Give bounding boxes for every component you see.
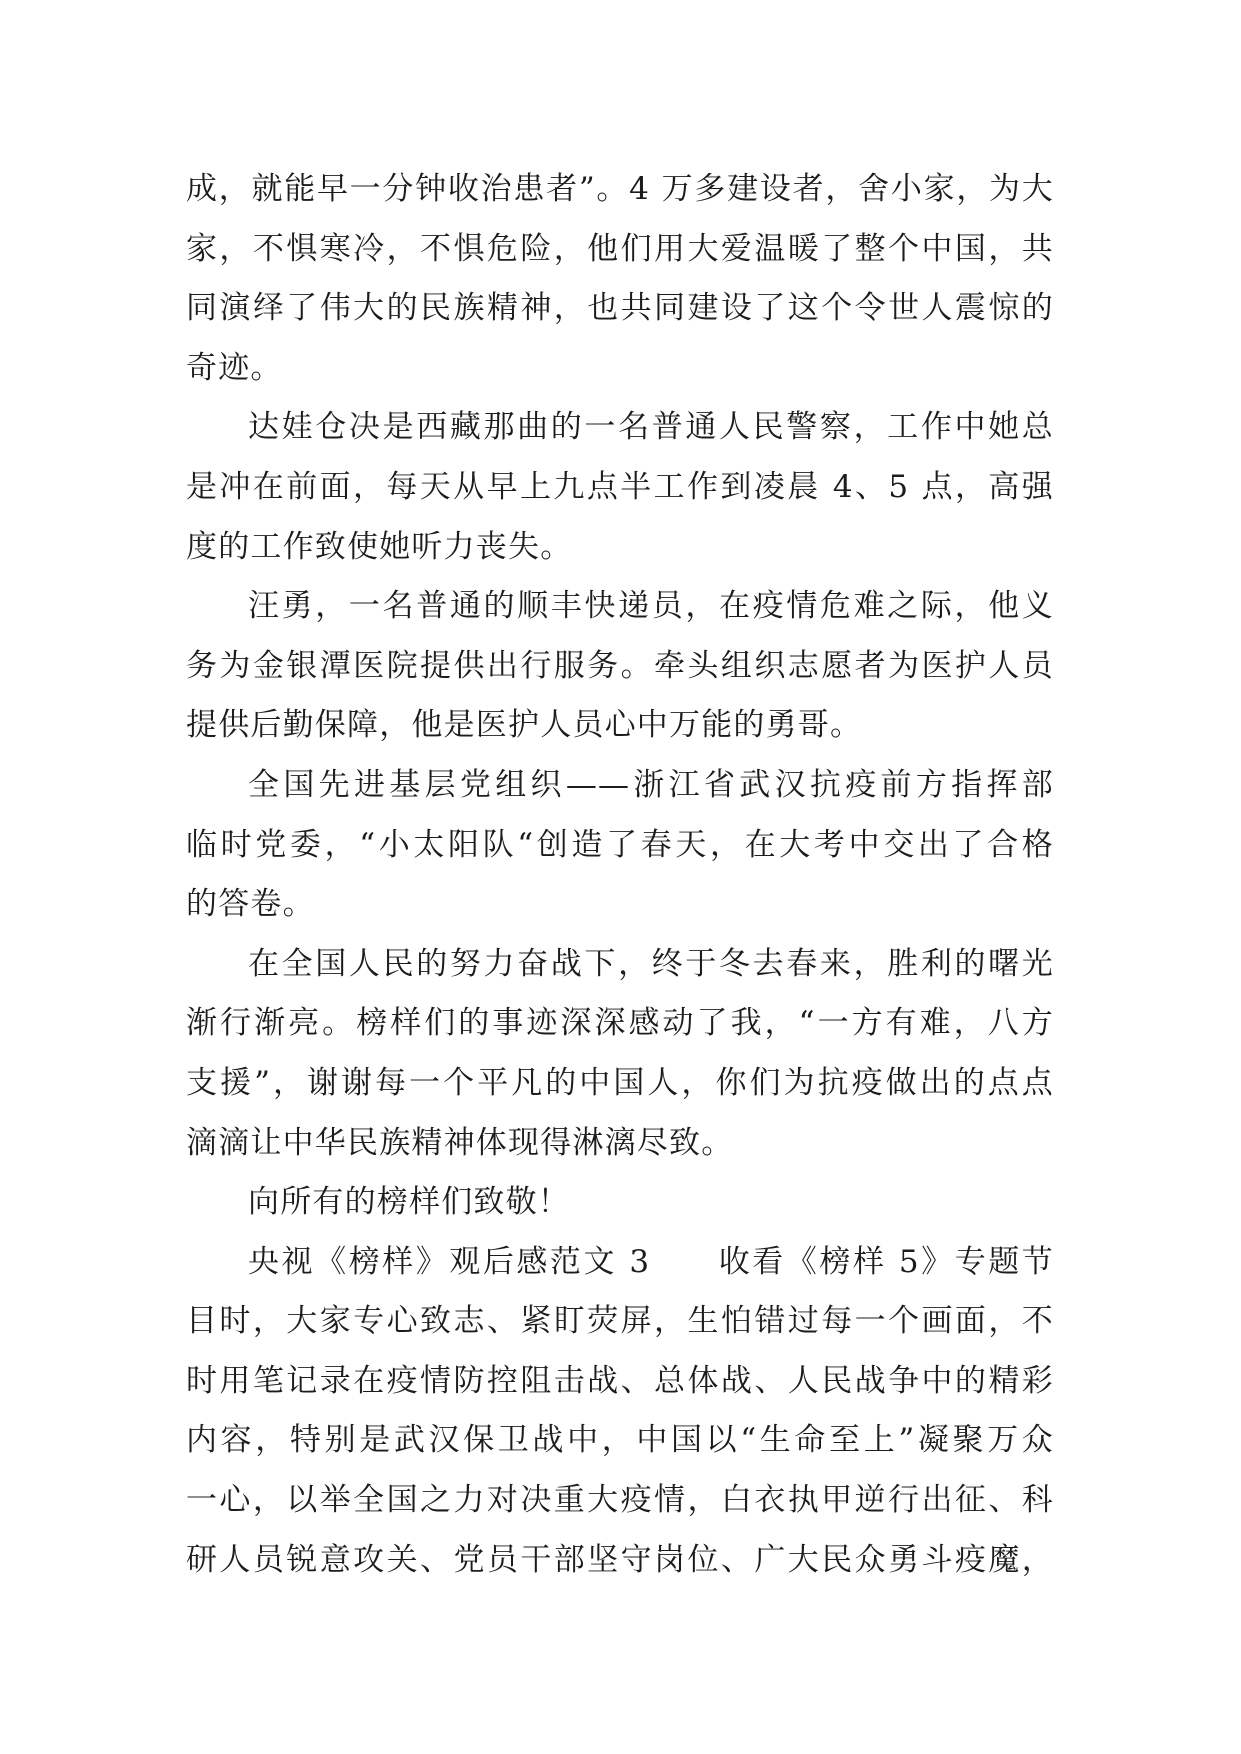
text-line: 全国先进基层党组织——浙江省武汉抗疫前方指挥部: [248, 766, 1054, 803]
paragraph: [186, 160, 1054, 398]
text-line: 滴滴让中华民族精神体现得淋漓尽致。: [186, 1124, 734, 1161]
paragraph: [186, 756, 1054, 935]
text-line: 一心，以举全国之力对决重大疫情，白衣执甲逆行出征、科: [186, 1482, 1054, 1519]
text-line: 内容，特别是武汉保卫战中，中国以“生命至上”凝聚万众: [186, 1422, 1054, 1459]
text-line: 央视《榜样》观后感范文 3 收看《榜样 5》专题节: [248, 1243, 1054, 1280]
text-line: 达娃仓决是西藏那曲的一名普通人民警察，工作中她总: [248, 409, 1054, 446]
text-line: 务为金银潭医院提供出行服务。牵头组织志愿者为医护人员: [186, 647, 1054, 684]
text-line: 家，不惧寒冷，不惧危险，他们用大爱温暖了整个中国，共: [186, 230, 1054, 267]
text-line: 成，就能早一分钟收治患者”。4 万多建设者，舍小家，为大: [186, 171, 1054, 207]
text-line: 渐行渐亮。榜样们的事迹深深感动了我，“一方有难，八方: [186, 1005, 1054, 1042]
paragraph: [186, 1233, 1054, 1591]
text-line: 目时，大家专心致志、紧盯荧屏，生怕错过每一个画面，不: [186, 1303, 1054, 1340]
text-line: 支援”，谢谢每一个平凡的中国人，你们为抗疫做出的点点: [186, 1064, 1054, 1101]
paragraph: [186, 1173, 1054, 1233]
text-line: 向所有的榜样们致敬！: [248, 1184, 570, 1221]
text-line: 度的工作致使她听力丧失。: [186, 528, 573, 565]
text-line: 同演绎了伟大的民族精神，也共同建设了这个令世人震惊的: [186, 290, 1054, 327]
text-line: 奇迹。: [186, 349, 283, 386]
text-line: 在全国人民的努力奋战下，终于冬去春来，胜利的曙光: [248, 945, 1054, 982]
text-line: 是冲在前面，每天从早上九点半工作到凌晨 4、5 点，高强: [186, 468, 1054, 505]
document-body: [186, 160, 1054, 1590]
text-line: 的答卷。: [186, 886, 315, 923]
text-line: 汪勇，一名普通的顺丰快递员，在疫情危难之际，他义: [248, 588, 1054, 625]
paragraph: [186, 577, 1054, 756]
text-line: 研人员锐意攻关、党员干部坚守岗位、广大民众勇斗疫魔，: [186, 1541, 1054, 1578]
text-line: 临时党委，“小太阳队“创造了春天，在大考中交出了合格: [186, 826, 1054, 863]
text-line: 时用笔记录在疫情防控阻击战、总体战、人民战争中的精彩: [186, 1362, 1054, 1399]
paragraph: [186, 398, 1054, 577]
paragraph: [186, 935, 1054, 1173]
text-line: 提供后勤保障，他是医护人员心中万能的勇哥。: [186, 707, 863, 744]
